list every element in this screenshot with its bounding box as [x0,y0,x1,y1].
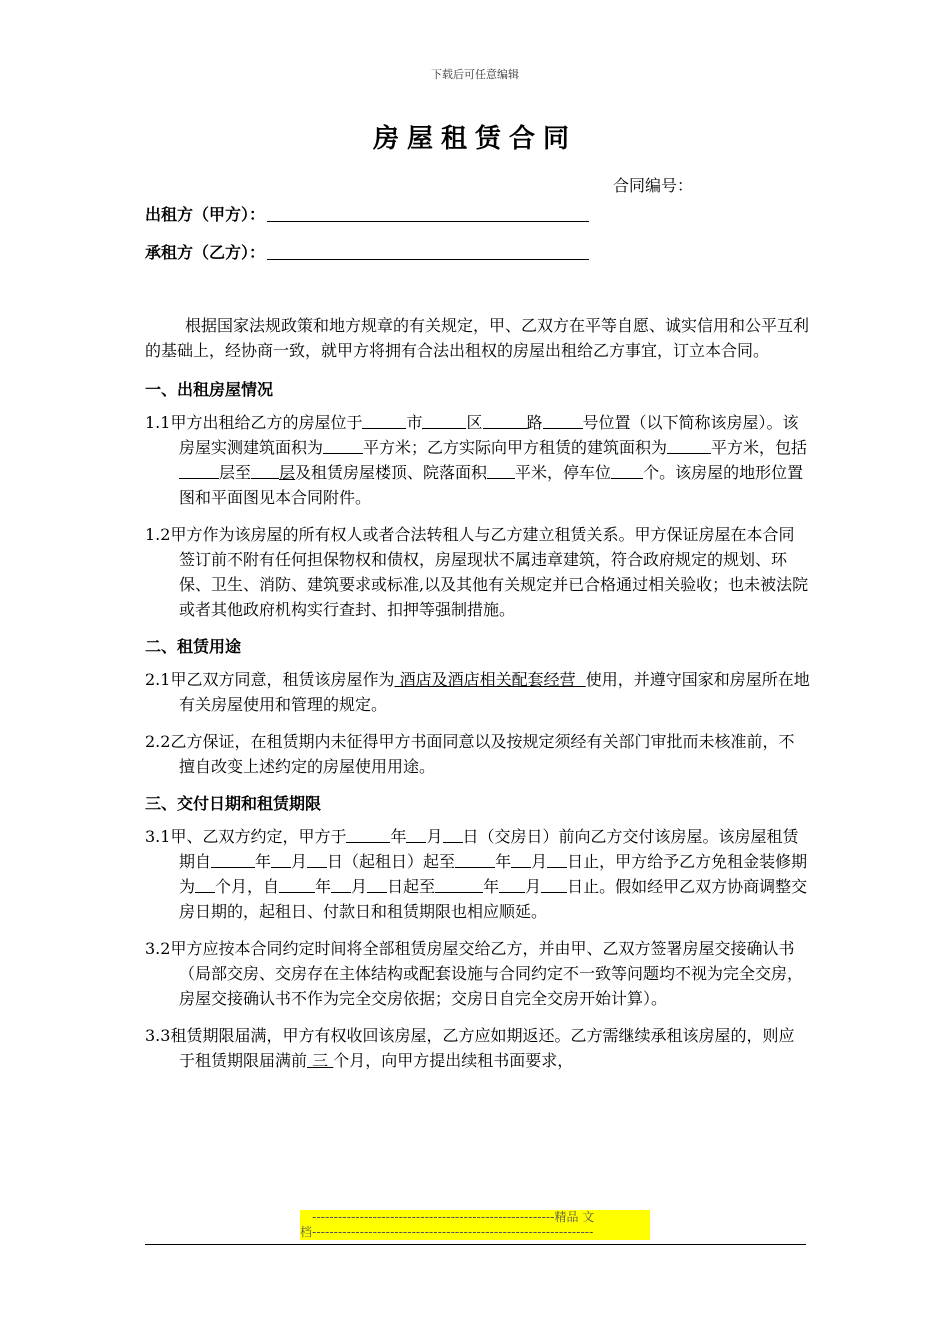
use-purpose [394,670,585,689]
lessor-label: 出租方（甲方）： [145,205,266,224]
clause-text: 月 [531,852,548,871]
clause-text: 层 [279,463,296,482]
yard-area-blank [487,464,515,479]
month-blank [499,878,525,893]
day-blank [307,853,327,868]
clause-text: 年 [390,827,407,846]
floor-to-blank [251,464,279,479]
clause-text: 平方米；乙方实际向甲方租赁的建筑面积为 [363,438,668,457]
header-note: 下载后可任意编辑 [431,68,519,81]
day-blank [443,828,463,843]
clause-text: 日止。假如经甲乙双方协商调整交房日期的，起租日、付款日和租赁期限也相应顺延。 [179,877,808,921]
clause-text: 及租赁房屋楼顶、院落面积 [295,463,488,482]
section-heading-3: 三、交付日期和租赁期限 [145,794,322,813]
clause-text: 年 [255,852,272,871]
floor-from-blank [179,464,219,479]
footer-line-1: --------------------------------------------------------精品 文 [312,1210,595,1224]
year-blank [279,878,315,893]
clause-text: 乙方保证，在租赁期内未征得甲方书面同意以及按规定须经有关部门审批而未核准前，不擅自改变上述约定的房屋使用用途。 [170,732,795,776]
month-blank [331,878,351,893]
clause-number: 3.2 [145,939,171,958]
lessor-blank [267,205,589,222]
renewal-months-text: 三 [312,1051,329,1070]
day-blank [541,878,567,893]
city-blank [362,414,406,429]
clause-number: 1.2 [145,525,171,544]
clause-text: 年 [315,877,332,896]
parking-blank [611,464,643,479]
number-blank [543,414,583,429]
clause-number: 2.2 [145,732,171,751]
month-blank [406,828,426,843]
clause-text: 甲方出租给乙方的房屋位于 [170,413,363,432]
clause-number: 3.1 [145,827,171,846]
page-title: 房屋租赁合同 [372,124,577,154]
footer-watermark [300,1210,650,1240]
contract-number-label: 合同编号： [613,176,694,195]
clause-text: 个。该房屋的地形位置图和平面图见本合同附件。 [179,463,804,507]
footer-divider [145,1244,806,1245]
road-blank [483,414,527,429]
clause-3-2 [145,936,810,1011]
clause-text: 甲方作为该房屋的所有权人或者合法转租人与乙方建立租赁关系。甲方保证房屋在本合同签订前不附有任何担保物权和债权，房屋现状不属违章建筑，符合政府规定的规划、环保、卫生、消防、建筑要求或标准,以及其他有关规定并已合格通过相关验收；也未被法院或者其他政府机构实行查封、扣押等强制措施。 [170,525,809,619]
clause-text: 路 [526,413,543,432]
clause-3-1 [145,824,810,924]
clause-number: 1.1 [145,413,171,432]
clause-number: 3.3 [145,1026,171,1045]
district-blank [422,414,466,429]
year-blank [435,878,483,893]
leased-area-blank [667,439,711,454]
clause-text: 个月，自 [215,877,280,896]
clause-number: 2.1 [145,670,171,689]
area-blank [323,439,363,454]
clause-text: 日止，甲方给予乙方免租金装修期为 [179,852,808,896]
clause-text: 使用，并遵守国家和房屋所在地有关房屋使用和管理的规定。 [179,670,810,714]
year-blank [346,828,390,843]
lessee-row [145,240,589,263]
lessee-label: 承租方（乙方）： [145,243,266,262]
month-blank [271,853,291,868]
clause-text: 个月，向甲方提出续租书面要求， [333,1051,574,1070]
clause-text: 月 [351,877,368,896]
lessor-row [145,202,589,225]
clause-2-1 [145,667,810,717]
section-heading-1: 一、出租房屋情况 [145,380,274,399]
clause-text: 月 [426,827,443,846]
clause-text: 平方米，包括 [711,438,808,457]
clause-text: 市 [406,413,423,432]
intro-paragraph: 根据国家法规政策和地方规章的有关规定，甲、乙双方在平等自愿、诚实信用和公平互利的基础上，经协商一致，就甲方将拥有合法出租权的房屋出租给乙方事宜，订立本合同。 [145,316,810,360]
clause-text: 月 [291,852,308,871]
footer-line-2: 档----------------------------------------------------------------- [300,1225,594,1239]
month-blank [511,853,531,868]
day-blank [547,853,567,868]
months-free-blank [195,878,215,893]
clause-text: 甲乙双方同意，租赁该房屋作为 [170,670,395,689]
year-blank [211,853,255,868]
clause-text: 租赁期限届满，甲方有权收回该房屋，乙方应如期返还。乙方需继续承租该房屋的，则应于租赁期限届满前 [170,1026,795,1070]
clause-3-3 [145,1023,810,1073]
clause-text: 甲、乙双方约定，甲方于 [170,827,347,846]
lessee-blank [267,243,589,260]
clause-text: 甲方应按本合同约定时间将全部租赁房屋交给乙方，并由甲、乙双方签署房屋交接确认书（局部交房、交房存在主体结构或配套设施与合同约定不一致等问题均不视为完全交房，房屋交接确认书不作为完全交房依据；交房日自完全交房开始计算）。 [170,939,804,1008]
clause-text: 月 [525,877,542,896]
clause-text: 日起至 [387,877,436,896]
renewal-months [307,1051,333,1070]
clause-text: 年 [483,877,500,896]
clause-2-2 [145,729,810,779]
clause-1-2 [145,522,810,622]
contract-body [145,313,810,1085]
day-blank [367,878,387,893]
clause-text: 号位置（以下简称该房屋）。该房屋实测建筑面积为 [179,413,799,457]
use-purpose-text: 酒店及酒店相关配套经营 [399,670,576,689]
clause-text: 日（交房日）前向乙方交付该房屋。该房屋租赁期自 [179,827,799,871]
clause-text: 日（起租日）起至 [327,852,456,871]
year-blank [455,853,495,868]
clause-text: 年 [495,852,512,871]
clause-text: 区 [466,413,483,432]
clause-text: 平米，停车位 [515,463,612,482]
section-heading-2: 二、租赁用途 [145,637,242,656]
clause-text: 层至 [219,463,252,482]
clause-1-1 [145,410,810,510]
